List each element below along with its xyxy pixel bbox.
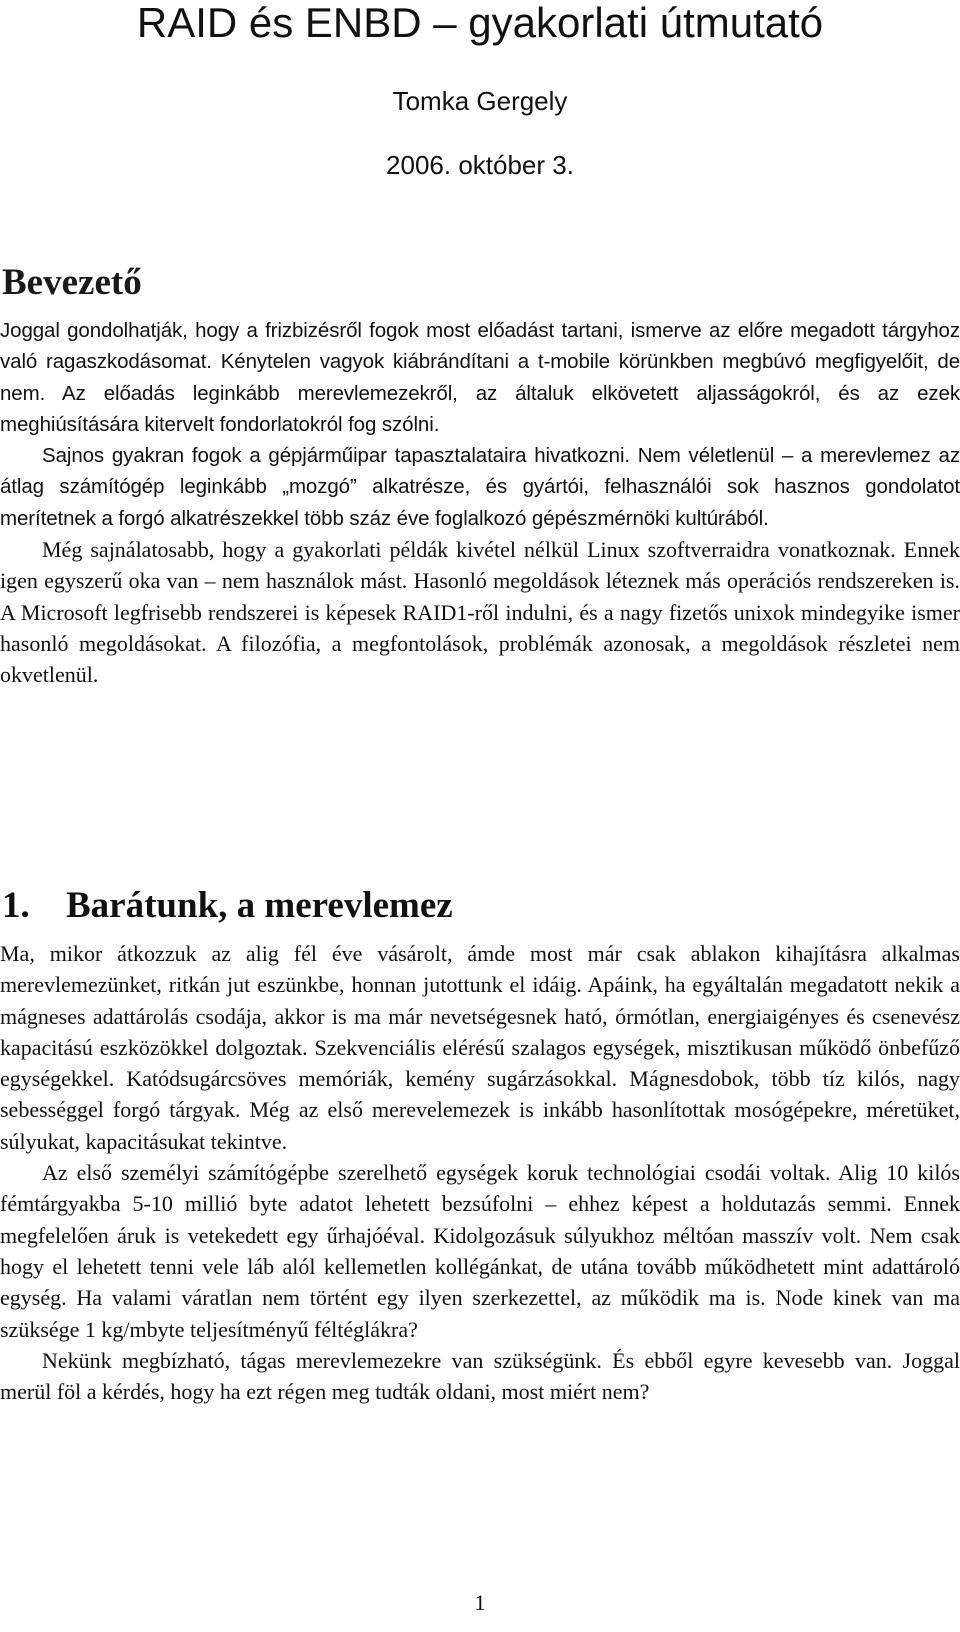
section-heading-hard-drive <box>2 885 453 927</box>
section-title-text: Barátunk, a merevlemez <box>66 885 453 926</box>
paragraph: Nekünk megbízható, tágas merevlemezekre van szükségünk. És ebből egyre kevesebb van. Joggal merül föl a kérdés, hogy ha ezt régen meg tudták oldani, most miért nem? <box>0 1347 960 1405</box>
paragraph: Még sajnálatosabb, hogy a gyakorlati példák kivétel nélkül Linux szoftverraidra vonatkoznak. Ennek igen egyszerű oka van – nem használok mást. Hasonló megoldások léteznek más operációs rendszereken is. A Microsoft legfrisebb rendszerei is képesek RAID1-ről indulni, és a nagy fizetős unixok mindegyike ismer hasonló megoldásokat. A filozófia, a megfontolások, problémák azonosak, a megoldások részletei nem okvetlenül. <box>0 537 960 688</box>
section-body-hard-drive <box>0 938 960 1407</box>
section-title-text: Bevezető <box>2 262 142 303</box>
document-date: 2006. október 3. <box>386 150 574 180</box>
page-number: 1 <box>474 1590 486 1615</box>
paragraph: Ma, mikor átkozzuk az alig fél éve vásárolt, ámde most már csak ablakon kihajításra alkalmas merevlemezünket, ritkán jut eszünkbe, honnan jutottunk el idáig. Apáink, ha egyáltalán megadatott nekik a mágneses adattárolás csodája, akkor is ma már nevetségesnek ható, órmótlan, energiaigényes és csenevész kapacitású eszközökkel dolgoztak. Szekvenciális elérésű szalagos egységek, misztikusan működő önbefűző egységekkel. Katódsugárcsöves memóriák, kemény sugárzásokkal. Mágnesdobok, több tíz kilós, nagy sebességgel forgó tárgyak. Még az első merevelemezek is inkább hasonlítottak mosógépekre, méretüket, súlyukat, kapacitásukat tekintve. <box>0 941 960 1154</box>
document-title: RAID és ENBD – gyakorlati útmutató <box>136 0 824 46</box>
section-body-introduction <box>0 315 960 691</box>
section-heading-introduction <box>2 262 142 304</box>
paragraph: Az első személyi számítógépbe szerelhető egységek koruk technológiai csodái voltak. Alig 10 kilós fémtárgyakba 5-10 millió byte adatot lehetett bezsúfolni – ehhez képest a holdutazás semmi. Ennek megfelelően áruk is vetekedett egy űrhajóéval. Kidolgozásuk súlyukhoz méltóan masszív volt. Nem csak hogy el lehetett tenni vele láb alól kellemetlen kollégánkat, de utána tovább működhetett mint adattároló egység. Ha valami váratlan nem történt egy ilyen szerkezettel, az működik ma is. Node kinek van ma szüksége 1 kg/mbyte teljesítményű féltéglákra? <box>0 1160 960 1342</box>
section-number: 1. <box>2 885 30 926</box>
paragraph: Sajnos gyakran fogok a gépjárműipar tapasztalataira hivatkozni. Nem véletlenül – a merevlemez az átlag számítógép leginkább „mozgó” alkatrésze, és gyártói, felhasználói sok hasznos gondolatot merítetnek a forgó alkatrészekkel több száz éve foglalkozó gépészmérnöki kultúrából. <box>0 444 960 530</box>
paragraph: Joggal gondolhatják, hogy a frizbizésről fogok most előadást tartani, ismerve az előre megadott tárgyhoz való ragaszkodásomat. Kénytelen vagyok kiábrándítani a t-mobile körünkben megbúvó megfigyelőit, de nem. Az előadás leginkább merevlemezekről, az általuk elkövetett aljasságokról, és az ezek meghiúsítására kitervelt fondorlatokról fog szólni. <box>0 319 960 436</box>
document-author: Tomka Gergely <box>392 86 568 116</box>
